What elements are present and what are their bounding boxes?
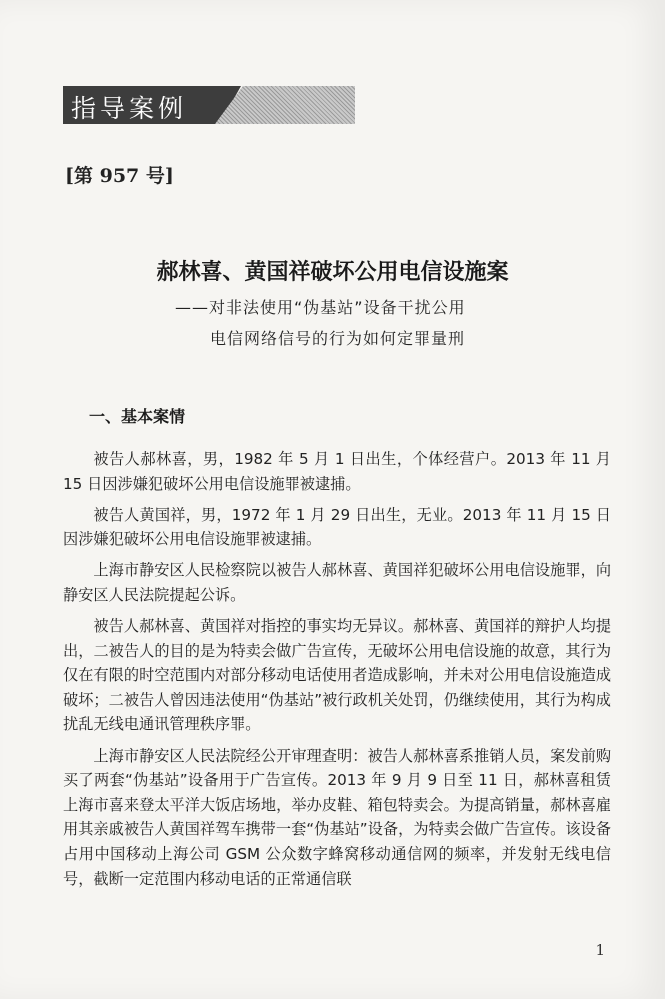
page-number: 1 — [595, 941, 605, 959]
paragraph: 被告人郝林喜、黄国祥对指控的事实均无异议。郝林喜、黄国祥的辩护人均提出，二被告人的目的是为特卖会做广告宣传，无破坏公用电信设施的故意，其行为仅在有限的时空范围内对部分移动电话使用者造成影响，并未对公用电信设施造成破坏；二被告人曾因违法使用“伪基站”被行政机关处罚，仍继续使用，其行为构成扰乱无线电通讯管理秩序罪。 — [63, 617, 611, 734]
case-subtitle-line-1: ——对非法使用“伪基站”设备干扰公用 — [175, 298, 466, 317]
section-heading: 一、基本案情 — [89, 407, 186, 426]
paragraph: 上海市静安区人民法院经公开审理查明：被告人郝林喜系推销人员，案发前购买了两套“伪基站”设备用于广告宣传。2013 年 9 月 9 日至 11 日，郝林喜租赁上海市喜来登太平洋大饭店场地，举办皮鞋、箱包特卖会。为提高销量，郝林喜雇用其亲戚被告人黄国祥驾车携带一套“伪基站”设备，为特卖会做广告宣传。该设备占用中国移动上海公司 GSM 公众数字蜂窝移动通信网的频率，并发射无线电信号，截断一定范围内移动电话的正常通信联 — [63, 746, 611, 888]
paragraph: 被告人郝林喜，男，1982 年 5 月 1 日出生，个体经营户。2013 年 11 月 15 日因涉嫌犯破坏公用电信设施罪被逮捕。 — [63, 450, 611, 493]
case-title: 郝林喜、黄国祥破坏公用电信设施案 — [156, 259, 509, 285]
case-subtitle-line-2: 电信网络信号的行为如何定罪量刑 — [210, 329, 466, 348]
paragraph: 上海市静安区人民检察院以被告人郝林喜、黄国祥犯破坏公用电信设施罪，向静安区人民法院提起公诉。 — [63, 561, 611, 604]
case-number: [第 957 号] — [65, 165, 174, 187]
body-text — [63, 447, 611, 898]
paragraph: 被告人黄国祥，男，1972 年 1 月 29 日出生，无业。2013 年 11 月 15 日因涉嫌犯破坏公用电信设施罪被逮捕。 — [63, 505, 611, 549]
section-banner — [63, 86, 353, 124]
banner-title: 指导案例 — [71, 94, 188, 123]
